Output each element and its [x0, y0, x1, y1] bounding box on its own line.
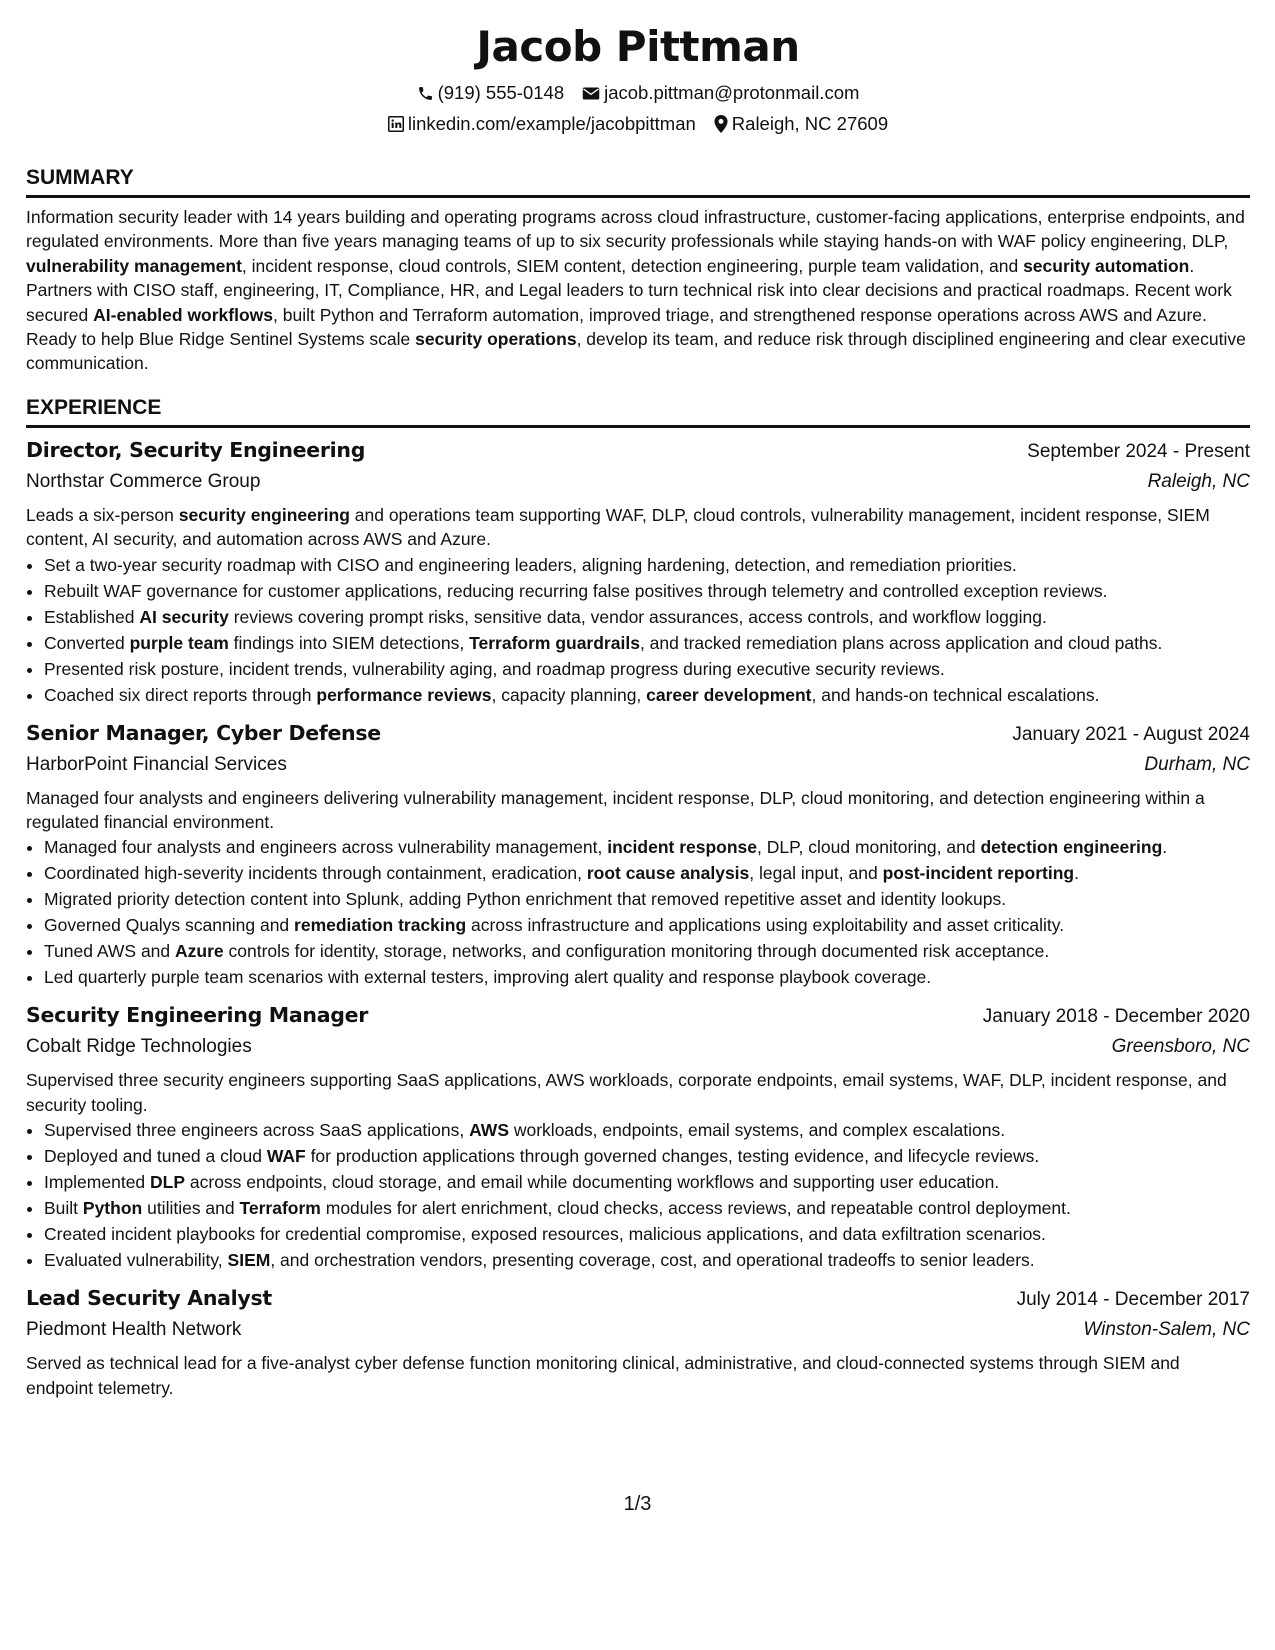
bold-keyword: security operations [415, 329, 577, 350]
bold-keyword: performance reviews [316, 684, 492, 705]
text-run: across infrastructure and applications using exploitability and asset criticality. [466, 915, 1065, 936]
bold-keyword: post-incident reporting [882, 863, 1075, 884]
email-link[interactable]: jacob.pittman@protonmail.com [604, 82, 860, 103]
text-run: for production applications through governed changes, testing evidence, and lifecycle reviews. [305, 1146, 1040, 1167]
text-run: Supervised three security engineers supporting SaaS applications, AWS workloads, corporate endpoints, email systems, WAF, DLP, incident response, and security tooling. [26, 1070, 1227, 1115]
company-name: HarborPoint Financial Services [26, 753, 287, 775]
job-subheader [26, 467, 1250, 497]
linkedin-contact[interactable] [388, 112, 696, 136]
bullet-item [44, 834, 1250, 860]
bold-keyword: Terraform [239, 1198, 321, 1219]
text-run: Coached six direct reports through [44, 684, 317, 705]
text-run: findings into SIEM detections, [228, 632, 470, 653]
text-run: Evaluated vulnerability, [44, 1250, 228, 1271]
bullet-item [44, 860, 1250, 886]
text-run: Set a two-year security roadmap with CISO and engineering leaders, aligning hardening, detection, and remediation priorities. [44, 554, 1017, 575]
bold-keyword: remediation tracking [294, 915, 467, 936]
job-entry [26, 435, 1250, 708]
phone-icon [417, 85, 434, 102]
bold-keyword: career development [646, 684, 812, 705]
text-run: Governed Qualys scanning and [44, 915, 295, 936]
text-run: workloads, endpoints, email systems, and complex escalations. [509, 1120, 1006, 1141]
bold-keyword: AWS [469, 1120, 509, 1141]
bold-keyword: purple team [129, 632, 229, 653]
bold-keyword: vulnerability management [26, 255, 242, 276]
text-run: Presented risk posture, incident trends, vulnerability aging, and roadmap progress during executive security reviews. [44, 658, 945, 679]
text-run: Managed four analysts and engineers delivering vulnerability management, incident response, DLP, cloud monitoring, and detection engineering within a regulated financial environment. [26, 787, 1205, 833]
bullet-item [44, 964, 1250, 990]
bold-keyword: security engineering [178, 504, 350, 525]
job-summary [26, 1351, 1250, 1400]
bullet-item [44, 912, 1250, 938]
bold-keyword: incident response [607, 837, 758, 858]
text-run: . [1162, 837, 1168, 858]
linkedin-link[interactable]: linkedin.com/example/jacobpittman [407, 113, 696, 134]
text-run: Managed four analysts and engineers across vulnerability management, [44, 837, 608, 858]
location-text: Raleigh, NC 27609 [731, 113, 889, 134]
bold-keyword: Terraform guardrails [469, 632, 640, 653]
text-run: across endpoints, cloud storage, and email while documenting workflows and supporting user education. [185, 1172, 1000, 1193]
company-name: Piedmont Health Network [26, 1319, 242, 1341]
bullet-item [44, 1143, 1250, 1169]
job-subheader [26, 1315, 1250, 1345]
bullet-item [44, 1169, 1250, 1195]
job-title: Senior Manager, Cyber Defense [26, 720, 381, 745]
text-run: . Partners with CISO staff, engineering, IT, Compliance, HR, and Legal leaders to turn technical risk into clear decisions and practical roadmaps. Recent work secured [26, 255, 1232, 325]
job-summary [26, 1068, 1250, 1117]
phone-text: (919) 555-0148 [437, 82, 565, 103]
contact-line-1 [26, 79, 1250, 107]
text-run: Information security leader with 14 years building and operating programs across cloud infrastructure, customer-facing applications, enterprise endpoints, and regulated environments. More than five years managing teams of up to six security professionals while staying hands-on with WAF policy engineering, DLP, [26, 207, 1245, 252]
bold-keyword: WAF [266, 1146, 306, 1167]
bold-keyword: DLP [150, 1172, 186, 1193]
envelope-icon [582, 86, 600, 101]
job-location: Raleigh, NC [1147, 470, 1250, 492]
text-run: Migrated priority detection content into Splunk, adding Python enrichment that removed repetitive asset and identity lookups. [44, 889, 1007, 910]
bold-keyword: Azure [175, 941, 224, 962]
bullet-item [44, 1247, 1250, 1273]
text-run: Rebuilt WAF governance for customer applications, reducing recurring false positives through telemetry and controlled exception reviews. [44, 580, 1108, 601]
job-title: Lead Security Analyst [26, 1286, 272, 1311]
bullet-item [44, 886, 1250, 912]
text-run: Supervised three engineers across SaaS applications, [44, 1120, 470, 1141]
text-run: and operations team supporting WAF, DLP, cloud controls, vulnerability management, incident response, SIEM content, AI security, and automation across AWS and Azure. [26, 504, 1210, 550]
text-run: Leads a six-person [26, 504, 179, 525]
text-run: , and hands-on technical escalations. [811, 684, 1100, 705]
bullet-item [44, 656, 1250, 682]
job-subheader [26, 1032, 1250, 1062]
job-location: Durham, NC [1144, 753, 1250, 775]
job-location: Winston-Salem, NC [1083, 1319, 1250, 1341]
text-run: , and orchestration vendors, presenting coverage, cost, and operational tradeoffs to senior leaders. [270, 1250, 1035, 1271]
experience-heading: EXPERIENCE [26, 396, 1250, 428]
job-header [26, 1283, 1250, 1315]
text-run: , incident response, cloud controls, SIEM content, detection engineering, purple team validation, and [241, 255, 1024, 276]
job-summary [26, 786, 1250, 835]
linkedin-icon [388, 116, 404, 132]
summary-heading: SUMMARY [26, 166, 1250, 198]
text-run: . [1074, 863, 1079, 884]
bullet-item [44, 604, 1250, 630]
summary-text [26, 205, 1250, 376]
text-run: Deployed and tuned a cloud [44, 1146, 267, 1167]
bullet-list [26, 552, 1250, 708]
bold-keyword: security automation [1023, 255, 1190, 276]
text-run: , and tracked remediation plans across application and cloud paths. [639, 632, 1163, 653]
bold-keyword: SIEM [227, 1250, 271, 1271]
job-header [26, 718, 1250, 750]
bullet-item [44, 1117, 1250, 1143]
job-summary [26, 503, 1250, 552]
text-run: , develop its team, and reduce risk through disciplined engineering and clear executive communication. [26, 329, 1246, 374]
company-name: Cobalt Ridge Technologies [26, 1036, 252, 1058]
text-run: Established [44, 606, 140, 627]
page-number: 1/3 [623, 1493, 652, 1515]
summary-section [26, 166, 1250, 376]
text-run: modules for alert enrichment, cloud checks, access reviews, and repeatable control deployment. [320, 1198, 1071, 1219]
text-run: utilities and [142, 1198, 240, 1219]
text-run: Built [44, 1198, 83, 1219]
text-run: , DLP, cloud monitoring, and [757, 837, 981, 858]
map-pin-icon [714, 115, 728, 133]
bullet-list [26, 1117, 1250, 1273]
job-title: Security Engineering Manager [26, 1003, 369, 1028]
job-header [26, 1000, 1250, 1032]
job-dates: January 2021 - August 2024 [1012, 723, 1250, 745]
email-contact[interactable] [582, 81, 859, 105]
company-name: Northstar Commerce Group [26, 470, 261, 492]
text-run: Tuned AWS and [44, 941, 176, 962]
bold-keyword: Python [82, 1198, 143, 1219]
candidate-name: Jacob Pittman [476, 22, 800, 71]
bullet-item [44, 552, 1250, 578]
bullet-item [44, 630, 1250, 656]
text-run: , legal input, and [749, 863, 883, 884]
experience-section [26, 396, 1250, 1400]
bold-keyword: root cause analysis [586, 863, 750, 884]
text-run: controls for identity, storage, networks, and configuration monitoring through documented risk acceptance. [223, 941, 1050, 962]
text-run: , built Python and Terraform automation, improved triage, and strengthened response operations across AWS and Azure. Ready to help Blue Ridge Sentinel Systems scale [26, 304, 1207, 350]
bold-keyword: AI-enabled workflows [93, 304, 274, 325]
bullet-list [26, 834, 1250, 990]
bullet-item [44, 682, 1250, 708]
location-contact [714, 112, 888, 136]
job-title: Director, Security Engineering [26, 437, 366, 462]
resume-page [26, 18, 1250, 1400]
text-run: Implemented [44, 1172, 151, 1193]
job-dates: September 2024 - Present [1027, 440, 1250, 462]
bullet-item [44, 938, 1250, 964]
bullet-item [44, 1195, 1250, 1221]
text-run: , capacity planning, [491, 684, 647, 705]
text-run: Served as technical lead for a five-analyst cyber defense function monitoring clinical, administrative, and cloud-connected systems through SIEM and endpoint telemetry. [26, 1353, 1180, 1398]
bold-keyword: AI security [139, 606, 229, 627]
contact-line-2 [26, 110, 1250, 138]
phone-contact [417, 81, 565, 105]
text-run: reviews covering prompt risks, sensitive data, vendor assurances, access controls, and workflow logging. [228, 606, 1047, 627]
job-dates: January 2018 - December 2020 [982, 1006, 1250, 1028]
job-dates: July 2014 - December 2017 [1016, 1289, 1250, 1311]
job-subheader [26, 750, 1250, 780]
job-location: Greensboro, NC [1111, 1036, 1250, 1058]
job-list [26, 435, 1250, 1400]
job-entry [26, 1283, 1250, 1400]
bold-keyword: detection engineering [980, 837, 1163, 858]
text-run: Led quarterly purple team scenarios with external testers, improving alert quality and response playbook coverage. [44, 967, 932, 988]
bullet-item [44, 578, 1250, 604]
bullet-item [44, 1221, 1250, 1247]
text-run: Converted [44, 632, 130, 653]
text-run: Coordinated high-severity incidents through containment, eradication, [44, 863, 587, 884]
job-entry [26, 718, 1250, 991]
job-header [26, 435, 1250, 467]
job-entry [26, 1000, 1250, 1273]
text-run: Created incident playbooks for credential compromise, exposed resources, malicious applications, and data exfiltration scenarios. [44, 1224, 1046, 1245]
